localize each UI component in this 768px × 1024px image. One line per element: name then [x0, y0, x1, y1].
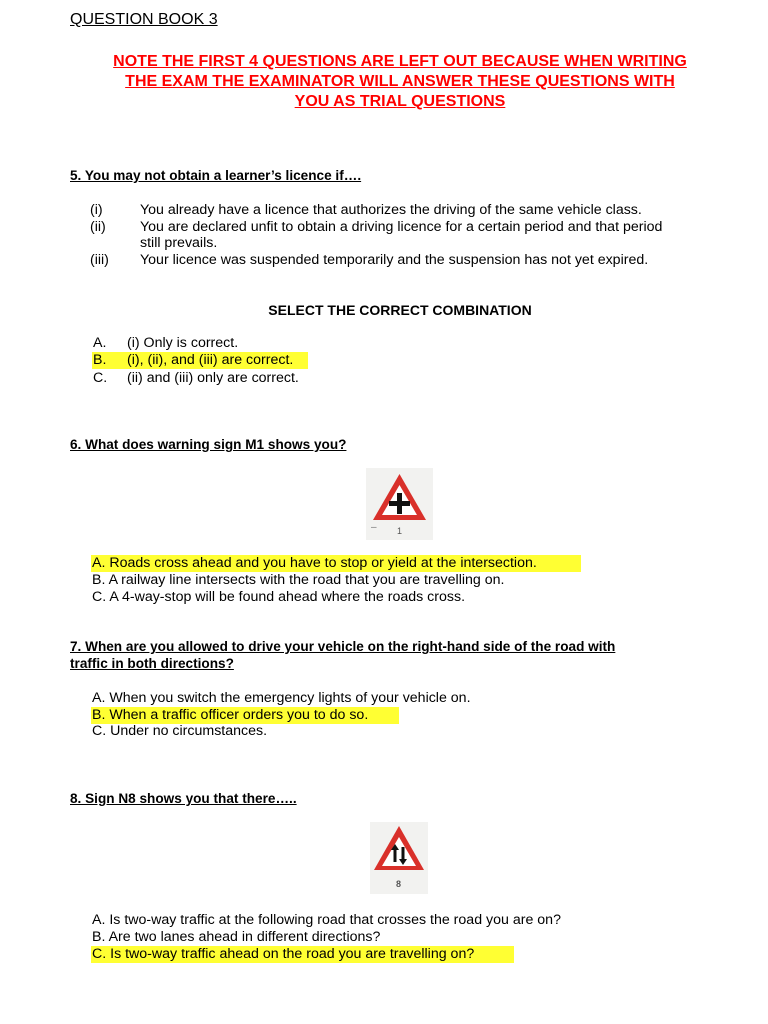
- option-correct: A. Roads cross ahead and you have to stop or yield at the intersection.: [92, 555, 537, 571]
- option-text: (ii) and (iii) only are correct.: [127, 370, 299, 386]
- option-correct: C. Is two-way traffic ahead on the road you are travelling on?: [92, 946, 475, 962]
- statement-num: (i): [90, 202, 103, 218]
- option-letter: C.: [93, 370, 108, 386]
- instruction-heading: SELECT THE CORRECT COMBINATION: [268, 302, 532, 318]
- statement-num: (ii): [90, 219, 106, 235]
- statement-text-cont: still prevails.: [140, 235, 218, 251]
- sign-label: 8: [396, 879, 402, 889]
- question-8: 8. Sign N8 shows you that there…..: [70, 791, 297, 806]
- option-correct: B. When a traffic officer orders you to do so.: [92, 707, 369, 723]
- sign-label: 1: [397, 526, 403, 536]
- page-title: QUESTION BOOK 3: [70, 11, 218, 28]
- note-line-1: NOTE THE FIRST 4 QUESTIONS ARE LEFT OUT BECAUSE WHEN WRITING: [113, 53, 687, 70]
- statement-num: (iii): [90, 252, 109, 268]
- option-text-correct: (i), (ii), and (iii) are correct.: [127, 352, 294, 368]
- statement-text: You already have a licence that authorizes the driving of the same vehicle class.: [140, 202, 642, 218]
- question-6: 6. What does warning sign M1 shows you?: [70, 437, 347, 452]
- note-line-2: THE EXAM THE EXAMINATOR WILL ANSWER THESE QUESTIONS WITH: [125, 73, 675, 90]
- option: A. When you switch the emergency lights of your vehicle on.: [92, 690, 471, 706]
- option-letter: B.: [93, 352, 107, 368]
- option: A. Is two-way traffic at the following road that crosses the road you are on?: [92, 912, 561, 928]
- option-letter: A.: [93, 335, 107, 351]
- question-5: 5. You may not obtain a learner’s licence if….: [70, 168, 362, 183]
- question-7-line-2: traffic in both directions?: [70, 656, 234, 671]
- option: C. Under no circumstances.: [92, 723, 268, 739]
- question-7-line-1: 7. When are you allowed to drive your vehicle on the right-hand side of the road with: [70, 639, 616, 654]
- statement-text: Your licence was suspended temporarily and the suspension has not yet expired.: [140, 252, 649, 268]
- option: C. A 4-way-stop will be found ahead where the roads cross.: [92, 589, 466, 605]
- sign-m1-image: [366, 468, 433, 540]
- sign-n8-image: [370, 822, 428, 894]
- note-line-3: YOU AS TRIAL QUESTIONS: [294, 93, 506, 110]
- statement-text: You are declared unfit to obtain a driving licence for a certain period and that period: [140, 219, 663, 235]
- sign-dash: –: [371, 522, 377, 533]
- option: B. Are two lanes ahead in different directions?: [92, 929, 381, 945]
- option-text: (i) Only is correct.: [127, 335, 239, 351]
- option: B. A railway line intersects with the road that you are travelling on.: [92, 572, 505, 588]
